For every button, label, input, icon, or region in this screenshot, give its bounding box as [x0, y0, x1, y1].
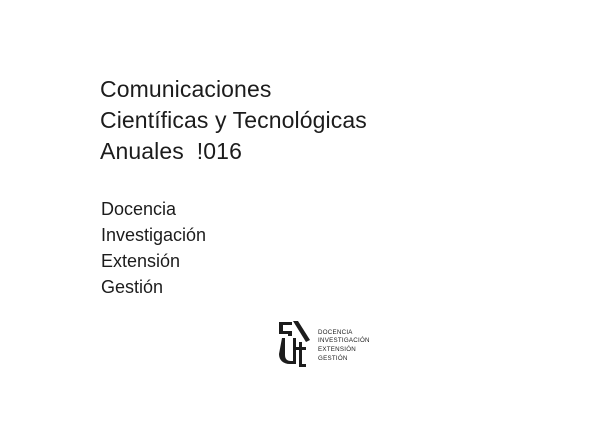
title-line-1: Comunicaciones [100, 76, 272, 102]
title-line-2: Científicas y Tecnológicas [100, 107, 367, 133]
axes-list [101, 196, 461, 300]
logo-text-line-3: EXTENSIÓN [318, 346, 357, 353]
axis-item-docencia: Docencia [101, 199, 177, 219]
utn-stylized-monogram-icon [277, 320, 315, 372]
logo-text-line-1: DOCENCIA [318, 328, 353, 336]
logo-text-line-4: GESTIÓN [318, 354, 348, 362]
title-line-3: Anuales !016 [100, 138, 242, 164]
page-title [100, 74, 520, 167]
axis-item-extension: Extensión [101, 251, 181, 271]
logo-text-line-2: INVESTIGACIÓN [318, 337, 370, 345]
logo-text [318, 329, 370, 363]
axis-item-gestion: Gestión [101, 277, 164, 297]
axis-item-investigacion: Investigación [101, 225, 207, 245]
logo [277, 318, 397, 374]
